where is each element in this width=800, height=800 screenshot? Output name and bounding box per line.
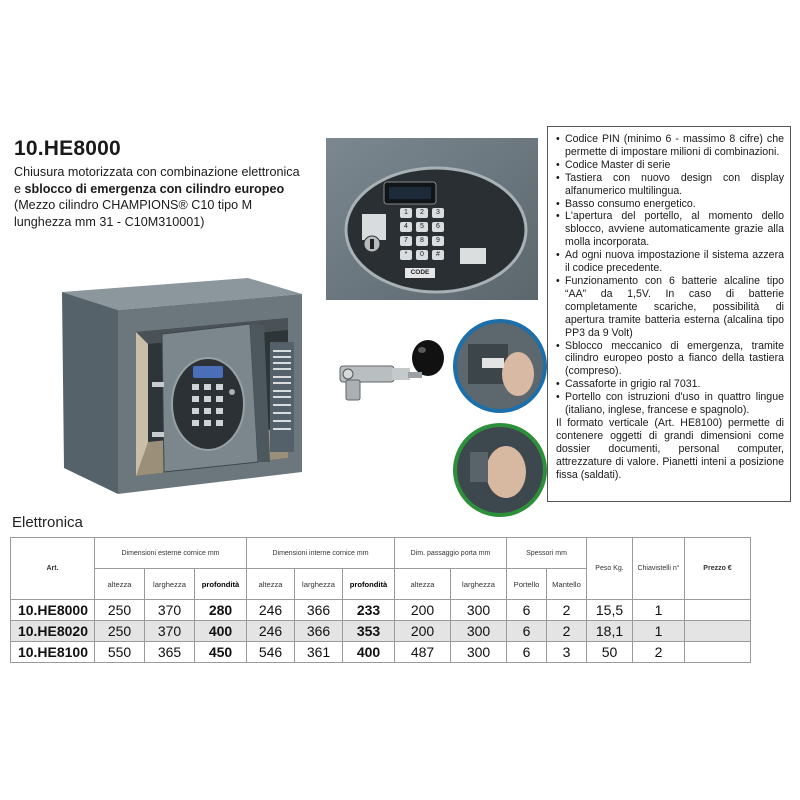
features-list xyxy=(556,133,784,417)
cell: 400 xyxy=(195,621,247,642)
battery-detail-image xyxy=(452,318,548,414)
keypad-key: 9 xyxy=(432,236,444,246)
vertical-format-note: Il formato verticale (Art. HE8100) permette di contenere oggetti di grandi dimensioni come dossier documenti, personal computer, attrezzature di valore. Pianetti inteni a posizione fissa (saldati). xyxy=(556,416,784,481)
keypad-key: 6 xyxy=(432,222,444,232)
cell: 1 xyxy=(633,600,685,621)
description-line: e sblocco di emergenza con cilindro europeo xyxy=(14,181,285,196)
description-bold-text: sblocco di emergenza con cilindro europeo xyxy=(24,181,285,196)
instructions-detail-image xyxy=(452,422,548,518)
cell: 6 xyxy=(507,642,547,663)
cell: 365 xyxy=(145,642,195,663)
cell: 370 xyxy=(145,600,195,621)
cell-price xyxy=(685,621,751,642)
description-line: (Mezzo cilindro CHAMPIONS® C10 tipo M xyxy=(14,198,253,213)
keypad-key: 4 xyxy=(400,222,412,232)
col-header-ext-depth: profondità xyxy=(195,569,247,600)
product-title: 10.HE8000 xyxy=(14,137,121,160)
col-header-int-depth: profondità xyxy=(343,569,395,600)
euro-cylinder-key-image xyxy=(334,330,456,420)
table-row xyxy=(11,600,751,621)
feature-item: • Basso consumo energetico. xyxy=(556,198,784,211)
col-group-external: Dimensioni esterne cornice mm xyxy=(95,538,247,569)
col-header-door-height: altezza xyxy=(395,569,451,600)
keypad-key: # xyxy=(432,250,444,260)
table-row xyxy=(11,642,751,663)
section-heading: Elettronica xyxy=(12,514,83,531)
cell: 18,1 xyxy=(587,621,633,642)
keypad-key: 2 xyxy=(416,208,428,218)
spec-table xyxy=(10,537,751,663)
cell: 250 xyxy=(95,600,145,621)
safe-product-image xyxy=(52,272,310,494)
col-group-door: Dim. passaggio porta mm xyxy=(395,538,507,569)
cell: 233 xyxy=(343,600,395,621)
col-group-thickness: Spessori mm xyxy=(507,538,587,569)
cell: 2 xyxy=(547,621,587,642)
feature-item: • Sblocco meccanico di emergenza, tramite cilindro europeo posto a fianco della tastiera (compreso). xyxy=(556,340,784,379)
col-header-ext-width: larghezza xyxy=(145,569,195,600)
cell: 250 xyxy=(95,621,145,642)
keypad-buttons xyxy=(400,208,446,264)
cell: 200 xyxy=(395,621,451,642)
keypad-key: * xyxy=(400,250,412,260)
col-header-ext-height: altezza xyxy=(95,569,145,600)
cell: 550 xyxy=(95,642,145,663)
cell-art: 10.HE8000 xyxy=(11,600,95,621)
cell-art: 10.HE8020 xyxy=(11,621,95,642)
cell: 2 xyxy=(633,642,685,663)
cell: 246 xyxy=(247,600,295,621)
brand-logo-icon xyxy=(460,248,486,264)
cell: 546 xyxy=(247,642,295,663)
description-line: lunghezza mm 31 - C10M310001) xyxy=(14,214,205,229)
keypad-key: 3 xyxy=(432,208,444,218)
cell: 400 xyxy=(343,642,395,663)
feature-item: • Cassaforte in grigio ral 7031. xyxy=(556,378,784,391)
cell: 300 xyxy=(451,621,507,642)
feature-item: • Portello con istruzioni d'uso in quattro lingue (italiano, inglese, francese e spagnolo). xyxy=(556,391,784,417)
col-header-keys: Chiavistelli n° xyxy=(633,538,685,600)
features-box xyxy=(547,126,791,502)
cell: 246 xyxy=(247,621,295,642)
cell-art: 10.HE8100 xyxy=(11,642,95,663)
cell: 1 xyxy=(633,621,685,642)
col-header-door-width: larghezza xyxy=(451,569,507,600)
col-header-thick-body: Mantello xyxy=(547,569,587,600)
col-header-int-width: larghezza xyxy=(295,569,343,600)
cell-price xyxy=(685,642,751,663)
keypad-key: 1 xyxy=(400,208,412,218)
cell: 2 xyxy=(547,600,587,621)
cell: 361 xyxy=(295,642,343,663)
cell: 6 xyxy=(507,600,547,621)
cell: 366 xyxy=(295,600,343,621)
keypad-key: 7 xyxy=(400,236,412,246)
cell: 300 xyxy=(451,642,507,663)
description-line: Chiusura motorizzata con combinazione elettronica xyxy=(14,165,300,179)
feature-item: • Ad ogni nuova impostazione il sistema azzera il codice precedente. xyxy=(556,249,784,275)
feature-item: • Funzionamento con 6 batterie alcaline tipo “AA” da 1,5V. In caso di batterie completamente scariche, possibilità di apertura tramite batteria esterna (alcalina tipo PP3 da 9 Volt) xyxy=(556,275,784,340)
col-header-weight: Peso Kg. xyxy=(587,538,633,600)
cell: 366 xyxy=(295,621,343,642)
col-header-price: Prezzo € xyxy=(685,538,751,600)
col-header-art: Art. xyxy=(11,538,95,600)
feature-item: • Codice PIN (minimo 6 - massimo 8 cifre) che permette di impostare milioni di combinazioni. xyxy=(556,133,784,159)
cell: 300 xyxy=(451,600,507,621)
table-row xyxy=(11,621,751,642)
cell: 450 xyxy=(195,642,247,663)
keypad-key: 5 xyxy=(416,222,428,232)
cell: 280 xyxy=(195,600,247,621)
cell: 6 xyxy=(507,621,547,642)
feature-item: • Codice Master di serie xyxy=(556,159,784,172)
col-header-int-height: altezza xyxy=(247,569,295,600)
table-header-row xyxy=(11,538,751,569)
keypad-key: 0 xyxy=(416,250,428,260)
cell: 50 xyxy=(587,642,633,663)
cell: 353 xyxy=(343,621,395,642)
cell: 370 xyxy=(145,621,195,642)
keypad-key: 8 xyxy=(416,236,428,246)
feature-item: • Tastiera con nuovo design con display alfanumerico multilingua. xyxy=(556,172,784,198)
cell: 3 xyxy=(547,642,587,663)
feature-item: • L'apertura del portello, al momento dello sblocco, avviene automaticamente grazie alla molla incorporata. xyxy=(556,210,784,249)
product-description xyxy=(14,164,314,230)
col-group-internal: Dimensioni interne cornice mm xyxy=(247,538,395,569)
cell: 15,5 xyxy=(587,600,633,621)
cell: 200 xyxy=(395,600,451,621)
col-header-thick-door: Portello xyxy=(507,569,547,600)
cell: 487 xyxy=(395,642,451,663)
cell-price xyxy=(685,600,751,621)
code-key: CODE xyxy=(405,268,435,278)
